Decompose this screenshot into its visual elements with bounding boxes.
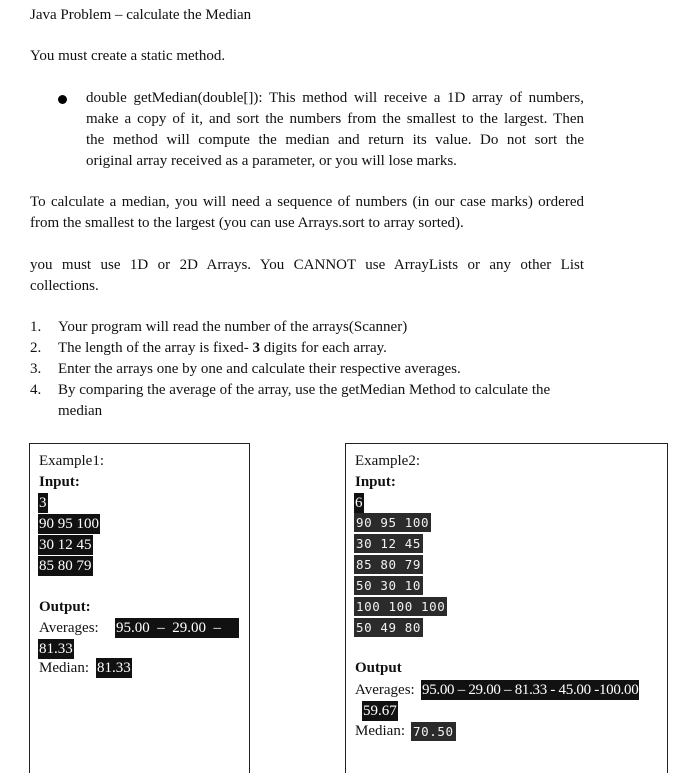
- step-text: Your program will read the number of the arrays(Scanner): [58, 319, 408, 335]
- example1-array-3: 85 80 79: [39, 558, 92, 574]
- example2-median-value: 70.50: [413, 724, 454, 739]
- example1-output-label: Output:: [39, 599, 91, 615]
- example2-averages-label: Averages:: [355, 682, 415, 698]
- step-text: Enter the arrays one by one and calculate their respective averages.: [58, 361, 461, 377]
- example2-array-6: 50 49 80: [356, 620, 422, 635]
- bullet-dot-icon: [58, 95, 67, 104]
- example2-array-3: 85 80 79: [356, 557, 422, 572]
- step-number: 1.: [30, 319, 42, 335]
- arrays-paragraph-line-2: collections.: [30, 278, 99, 294]
- step-number: 3.: [30, 361, 42, 377]
- median-paragraph-line-2: from the smallest to the largest (you can use Arrays.sort to array sorted).: [30, 215, 464, 231]
- example2-array-5: 100 100 100: [356, 599, 446, 614]
- intro-text: You must create a static method.: [30, 48, 226, 64]
- example1-input-label: Input:: [39, 474, 80, 490]
- bullet-line-2: make a copy of it, and sort the numbers from the smallest to the largest. Then: [86, 111, 584, 127]
- example1-heading: Example1:: [39, 453, 104, 469]
- step-text-part: digits for each array.: [260, 340, 387, 356]
- arrays-paragraph-line-1: you must use 1D or 2D Arrays. You CANNOT use ArrayLists or any other List: [30, 257, 584, 273]
- bullet-line-1: double getMedian(double[]): This method will receive a 1D array of numbers,: [86, 90, 584, 106]
- example2-output-label: Output: [355, 660, 402, 676]
- example2-median-label: Median:: [355, 723, 405, 739]
- example1-averages-label: Averages:: [39, 620, 99, 636]
- example1-array-2: 30 12 45: [39, 537, 92, 553]
- example1-median-label: Median:: [39, 660, 89, 676]
- example2-count: 6: [355, 495, 363, 511]
- example1-array-1: 90 95 100: [39, 516, 99, 532]
- step-text-part: The length of the array is fixed-: [58, 340, 253, 356]
- step-number: 2.: [30, 340, 42, 356]
- example2-averages-values: 95.00 – 29.00 – 81.33 - 45.00 -100.00: [422, 682, 639, 698]
- example2-input-label: Input:: [355, 474, 396, 490]
- median-paragraph-line-1: To calculate a median, you will need a sequence of numbers (in our case marks) ordered: [30, 194, 584, 210]
- bullet-line-3: the method will compute the median and return its value. Do not sort the: [86, 132, 584, 148]
- example1-averages-values: 95.00 – 29.00 –: [115, 618, 239, 638]
- page-title: Java Problem – calculate the Median: [30, 7, 252, 23]
- step-text: [58, 338, 387, 359]
- step-text: By comparing the average of the array, use the getMedian Method to calculate the: [58, 382, 551, 398]
- example2-array-1: 90 95 100: [356, 515, 430, 530]
- example2-array-4: 50 30 10: [356, 578, 422, 593]
- example2-averages-values-cont: 59.67: [363, 703, 397, 719]
- bullet-line-4: original array received as a parameter, or you will lose marks.: [86, 153, 457, 169]
- example2-array-2: 30 12 45: [356, 536, 422, 551]
- example2-heading: Example2:: [355, 453, 420, 469]
- example1-averages-values-cont: 81.33: [39, 641, 73, 657]
- example1-count: 3: [39, 495, 47, 511]
- step-number: 4.: [30, 382, 42, 398]
- example1-median-value: 81.33: [97, 660, 131, 676]
- step-text-continued: median: [58, 403, 103, 419]
- step-bold-digit: 3: [252, 340, 261, 356]
